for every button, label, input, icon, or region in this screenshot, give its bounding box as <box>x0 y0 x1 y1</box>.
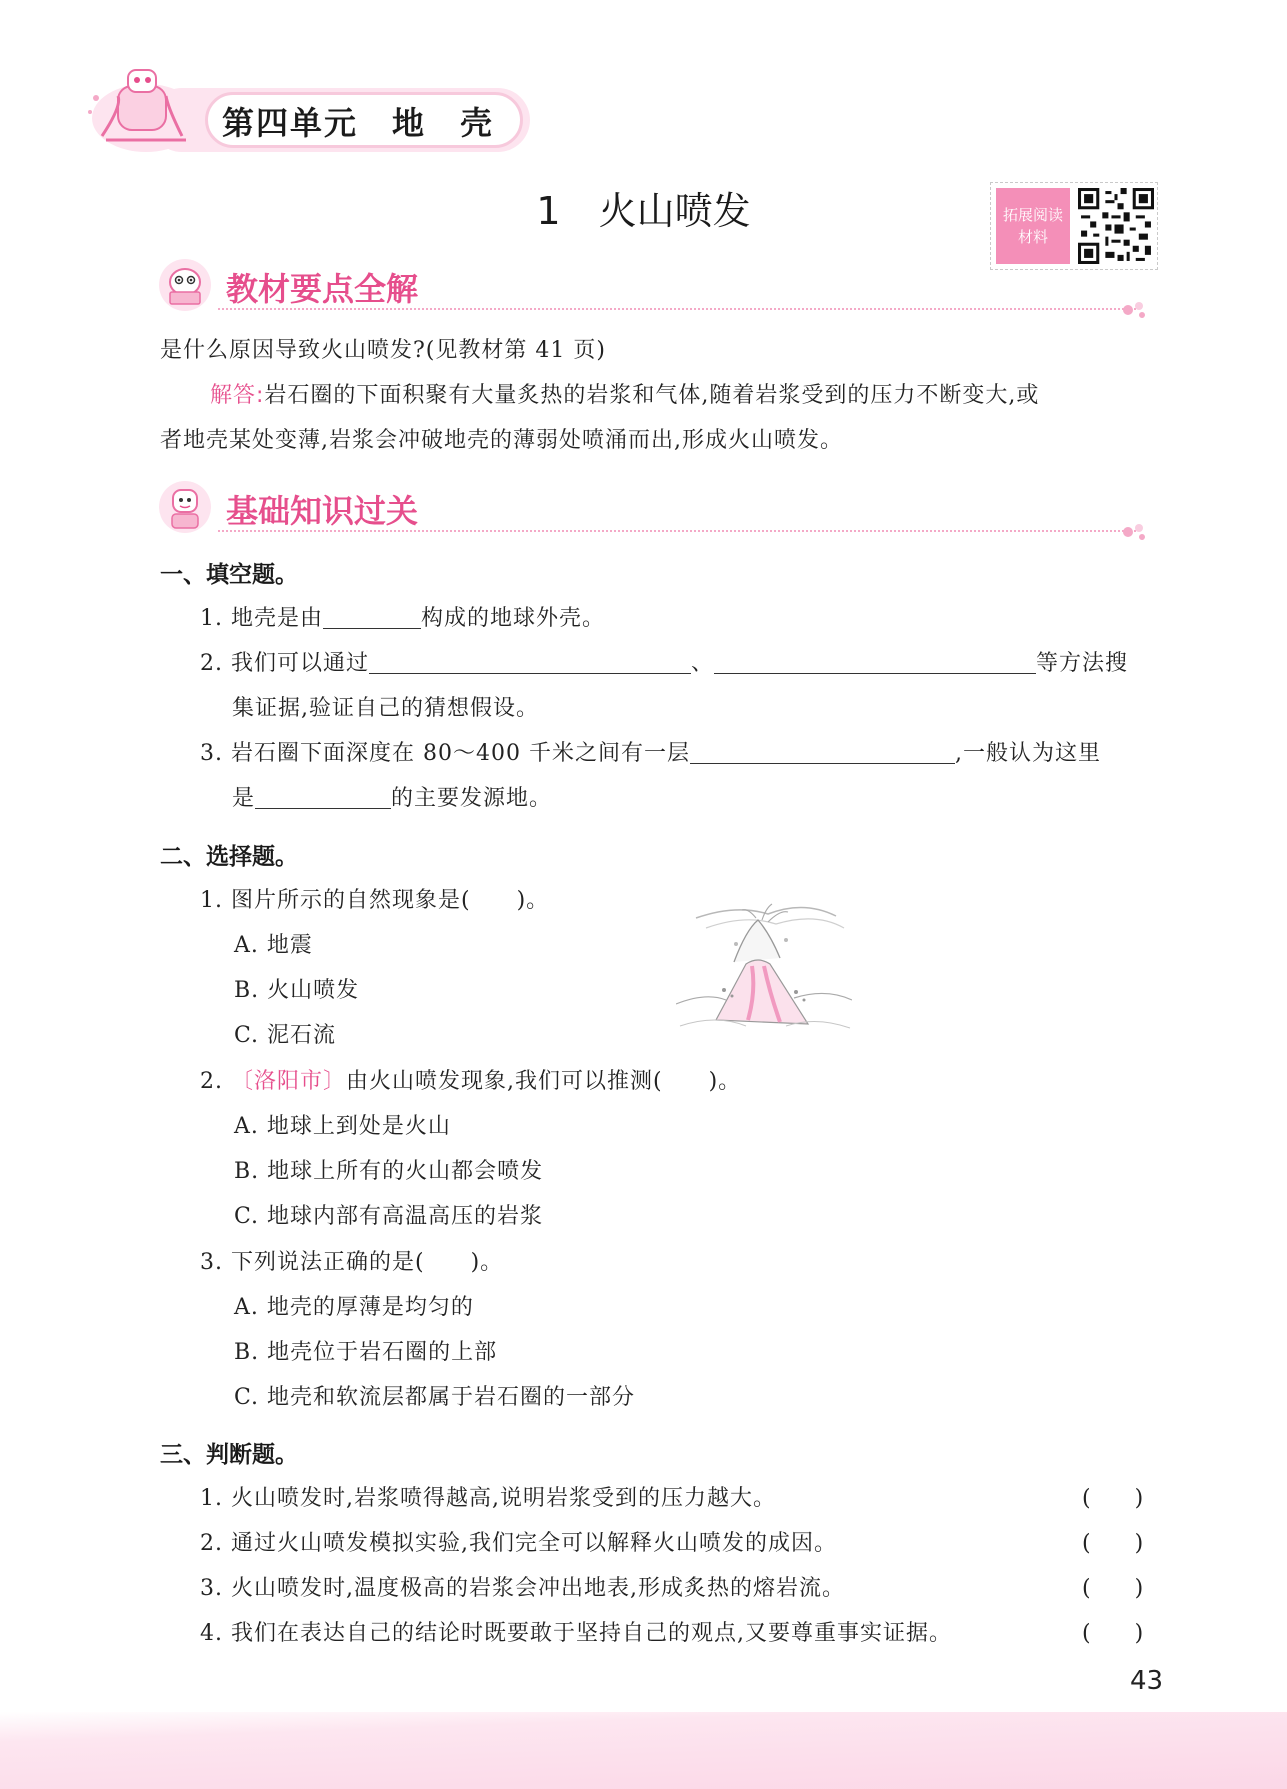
choice-q1: 1. 图片所示的自然现象是( )。 <box>200 888 550 913</box>
answer-label: 解答: <box>210 383 265 408</box>
fill-blank-heading: 一、填空题。 <box>160 562 298 588</box>
judge-item-3: 3. 火山喷发时,温度极高的岩浆会冲出地表,形成炙热的熔岩流。 <box>200 1576 845 1601</box>
volcano-eruption-illustration <box>676 900 852 1040</box>
choice-q2-option-c[interactable]: C. 地球内部有高温高压的岩浆 <box>234 1204 544 1229</box>
answer-line-1 <box>210 378 1039 409</box>
judge-answer-paren[interactable]: ( ) <box>1082 1531 1144 1556</box>
section-title-basic-knowledge: 基础知识过关 <box>226 492 419 530</box>
fill-q3-text-d: 的主要发源地。 <box>391 786 553 811</box>
judge-answer-paren[interactable]: ( ) <box>1082 1576 1144 1601</box>
fill-q2-text-b: 等方法搜 <box>1036 651 1129 676</box>
choice-q2-number: 2. <box>200 1069 231 1094</box>
choice-q2-text: 由火山喷发现象,我们可以推测( )。 <box>346 1069 742 1094</box>
answer-blank[interactable] <box>369 649 691 674</box>
choice-q2 <box>200 1064 741 1095</box>
fill-q2 <box>200 646 1128 677</box>
answer-blank[interactable] <box>690 739 955 764</box>
key-question: 是什么原因导致火山喷发?(见教材第 41 页) <box>160 338 606 363</box>
judge-item-4: 4. 我们在表达自己的结论时既要敢于坚持自己的观点,又要尊重事实证据。 <box>200 1621 952 1646</box>
page-number: 43 <box>1130 1666 1164 1696</box>
source-tag: 〔洛阳市〕 <box>230 1069 346 1094</box>
answer-blank[interactable] <box>714 649 1036 674</box>
judge-answer-paren[interactable]: ( ) <box>1082 1621 1144 1646</box>
section-header-basic-knowledge <box>158 480 1148 536</box>
choice-q3-option-b[interactable]: B. 地壳位于岩石圈的上部 <box>234 1340 498 1365</box>
choice-q3: 3. 下列说法正确的是( )。 <box>200 1250 504 1275</box>
choice-q1-option-c[interactable]: C. 泥石流 <box>234 1023 337 1048</box>
choice-q1-option-a[interactable]: A. 地震 <box>234 933 313 958</box>
dots-decoration-icon <box>1120 520 1148 542</box>
section-header-key-points <box>158 258 1148 314</box>
fill-q3-text-c: 是 <box>232 786 256 811</box>
unit-title: 第四单元 地 壳 <box>222 104 495 142</box>
judge-heading: 三、判断题。 <box>160 1442 298 1468</box>
fill-q1-text-a: 1. 地壳是由 <box>200 606 323 631</box>
fill-q3 <box>200 736 1101 767</box>
fill-q3-continued <box>232 781 552 812</box>
judge-item-1: 1. 火山喷发时,岩浆喷得越高,说明岩浆受到的压力越大。 <box>200 1486 776 1511</box>
qr-label-line1: 拓展阅读 <box>1002 206 1063 224</box>
answer-line-2: 者地壳某处变薄,岩浆会冲破地壳的薄弱处喷涌而出,形成火山喷发。 <box>160 428 843 453</box>
robot-mascot-icon <box>82 56 210 156</box>
fill-q2-sep: 、 <box>690 651 714 676</box>
choice-q3-option-c[interactable]: C. 地壳和软流层都属于岩石圈的一部分 <box>234 1385 636 1410</box>
thinking-mascot-icon <box>158 480 212 534</box>
qr-label-line2: 材料 <box>1017 228 1048 246</box>
fill-q3-text-b: ,一般认为这里 <box>954 741 1101 766</box>
choice-q1-option-b[interactable]: B. 火山喷发 <box>234 978 360 1003</box>
qr-label[interactable] <box>996 188 1070 264</box>
footer-band <box>0 1712 1287 1789</box>
choice-heading: 二、选择题。 <box>160 844 298 870</box>
fill-q3-text-a: 3. 岩石圈下面深度在 80～400 千米之间有一层 <box>200 741 690 766</box>
section-divider <box>218 530 1136 532</box>
answer-blank[interactable] <box>323 604 421 629</box>
judge-answer-paren[interactable]: ( ) <box>1082 1486 1144 1511</box>
answer-text-1: 岩石圈的下面积聚有大量炙热的岩浆和气体,随着岩浆受到的压力不断变大,或 <box>264 383 1040 408</box>
qr-code-icon[interactable] <box>1078 188 1154 264</box>
fill-q2-text-a: 2. 我们可以通过 <box>200 651 369 676</box>
section-title-key-points: 教材要点全解 <box>226 270 419 308</box>
dots-decoration-icon <box>1120 298 1148 320</box>
choice-q2-option-b[interactable]: B. 地球上所有的火山都会喷发 <box>234 1159 544 1184</box>
answer-blank[interactable] <box>255 784 391 809</box>
lesson-title: 1 火山喷发 <box>536 189 751 233</box>
judge-item-2: 2. 通过火山喷发模拟实验,我们完全可以解释火山喷发的成因。 <box>200 1531 837 1556</box>
fill-q1-text-b: 构成的地球外壳。 <box>420 606 605 631</box>
fill-q2-continued: 集证据,验证自己的猜想假设。 <box>232 696 539 721</box>
section-divider <box>218 308 1136 310</box>
fill-q1 <box>200 601 605 632</box>
choice-q2-option-a[interactable]: A. 地球上到处是火山 <box>234 1114 451 1139</box>
reading-mascot-icon <box>158 258 212 312</box>
choice-q3-option-a[interactable]: A. 地壳的厚薄是均匀的 <box>234 1295 474 1320</box>
